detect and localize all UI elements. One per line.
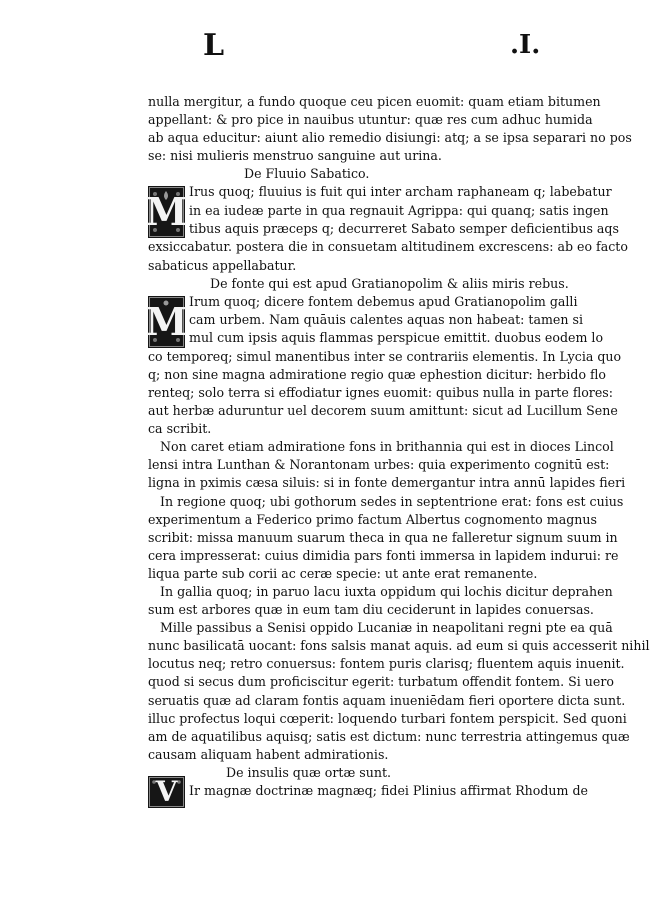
text-line: liqua parte sub corii ac ceræ specie: ut ante erat remanente. bbox=[148, 565, 538, 581]
text-line: ab aqua educitur: aiunt alio remedio disiungi: atq; a se ipsa separari no pos bbox=[148, 130, 632, 146]
section-heading: De Fluuio Sabatico. bbox=[244, 166, 370, 182]
text-line: am de aquatilibus aquisq; satis est dictum: nunc terrestria attingemus quæ bbox=[148, 728, 630, 744]
text-line: cera impresserat: cuius dimidia pars fonti immersa in lapidem indurui: re bbox=[148, 547, 619, 563]
text-line: seruatis quæ ad claram fontis aquam inueniēdam fieri oportere dicta sunt. bbox=[148, 692, 626, 708]
decorated-initial bbox=[148, 776, 185, 808]
text-line: q; non sine magna admiratione regio quæ ephestion dicitur: herbido flo bbox=[148, 366, 607, 382]
text-line: renteq; solo terra si effodiatur ignes euomit: quibus nulla in parte flores: bbox=[148, 384, 613, 400]
text-line: illuc profectus loqui cœperit: loquendo turbari fontem perspicit. Sed quoni bbox=[148, 710, 627, 726]
section-heading: De fonte qui est apud Gratianopolim & aliis miris rebus. bbox=[210, 275, 569, 291]
text-line: Irum quoq; dicere fontem debemus apud Gratianopolim galli bbox=[189, 293, 578, 309]
folio-mark-left: L bbox=[203, 28, 226, 63]
text-line: Irus quoq; fluuius is fuit qui inter archam raphaneam q; labebatur bbox=[189, 184, 612, 200]
text-line: mul cum ipsis aquis flammas perspicue emittit. duobus eodem lo bbox=[189, 329, 604, 345]
folio-number: .I. bbox=[510, 30, 541, 60]
text-line: in ea iudeæ parte in qua regnauit Agrippa: qui quanq; satis ingen bbox=[189, 202, 609, 218]
text-line: ca scribit. bbox=[148, 421, 212, 437]
text-line: Non caret etiam admiratione fons in brithannia qui est in dioces Lincol bbox=[160, 439, 614, 455]
paragraph-with-initial bbox=[145, 183, 619, 238]
text-line: In regione quoq; ubi gothorum sedes in septentrione erat: fons est cuius bbox=[160, 493, 624, 509]
initial-letter: V bbox=[155, 775, 178, 808]
text-line: se: nisi mulieris menstruo sanguine aut urina. bbox=[148, 148, 442, 164]
text-line: quod si secus dum proficiscitur egerit: turbatum offendit fontem. Si uero bbox=[148, 674, 614, 690]
paragraph-with-initial bbox=[145, 293, 604, 348]
text-line: exsiccabatur. postera die in consuetam altitudinem excrescens: ab eo facto bbox=[148, 239, 628, 255]
decorated-initial bbox=[145, 186, 188, 238]
text-line: In gallia quoq; in paruo lacu iuxta oppidum qui lochis dicitur deprahen bbox=[160, 583, 613, 599]
text-line: nunc basilicatā uocant: fons salsis manat aquis. ad eum si quis accesserit nihil bbox=[148, 638, 650, 654]
text-line: lensi intra Lunthan & Norantonam urbes: quia experimento cognitū est: bbox=[148, 457, 610, 473]
text-line: locutus neq; retro conuersus: fontem puris clarisq; fluentem aquis inuenit. bbox=[148, 656, 625, 672]
text-line: cam urbem. Nam quāuis calentes aquas non habeat: tamen si bbox=[189, 311, 583, 327]
text-line: scribit: missa manuum suarum theca in qua ne falleretur signum suum in bbox=[148, 529, 618, 545]
text-line: experimentum a Federico primo factum Albertus cognomento magnus bbox=[148, 511, 597, 527]
text-line: co temporeq; simul manentibus inter se contrariis elementis. In Lycia quo bbox=[148, 348, 622, 364]
text-line: ligna in pximis cæsa siluis: si in fonte demergantur intra annū lapides fieri bbox=[148, 475, 626, 491]
text-line: sabaticus appellabatur. bbox=[148, 257, 297, 273]
text-line: Mille passibus a Senisi oppido Lucaniæ in neapolitani regni pte ea quā bbox=[160, 620, 613, 636]
paragraph-with-initial bbox=[148, 775, 589, 808]
text-line: tibus aquis præceps q; decurreret Sabato semper deficientibus aqs bbox=[189, 220, 619, 236]
text-block bbox=[145, 93, 650, 808]
decorated-initial bbox=[145, 296, 188, 348]
text-line: nulla mergitur, a fundo quoque ceu picen euomit: quam etiam bitumen bbox=[148, 94, 601, 109]
initial-letter: M bbox=[145, 298, 188, 344]
text-line: sum est arbores quæ in eum tam diu ceciderunt in lapides conuersas. bbox=[148, 602, 594, 618]
text-line: aut herbæ aduruntur uel decorem suum amittunt: sicut ad Lucillum Sene bbox=[148, 403, 618, 419]
initial-letter: M bbox=[145, 189, 188, 235]
text-line: appellant: & pro pice in nauibus utuntur: quæ res cum adhuc humida bbox=[148, 112, 593, 128]
text-line: Ir magnæ doctrinæ magnæq; fidei Plinius affirmat Rhodum de bbox=[189, 783, 589, 798]
text-line: causam aliquam habent admirationis. bbox=[148, 746, 389, 762]
section-heading: De insulis quæ ortæ sunt. bbox=[226, 764, 392, 780]
